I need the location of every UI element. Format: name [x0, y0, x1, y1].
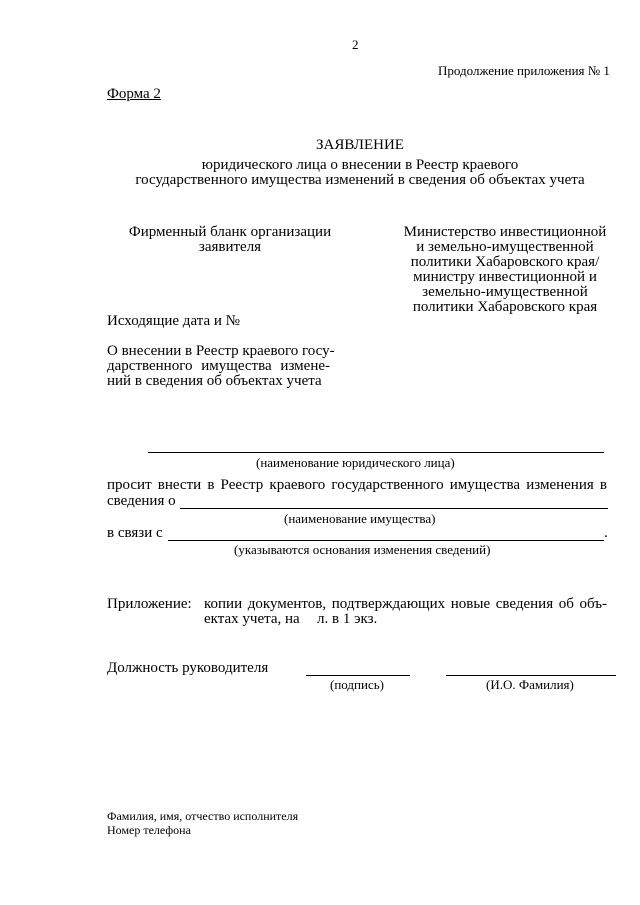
- entity-name-caption: (наименование юридического лица): [256, 455, 455, 470]
- reason-line[interactable]: [168, 540, 604, 541]
- full-name-line[interactable]: [446, 675, 616, 676]
- addressee-line: политики Хабаровского края/: [410, 254, 600, 270]
- attachment-label: Приложение:: [107, 596, 192, 612]
- reason-caption: (указываются основания изменения сведений): [234, 542, 491, 557]
- outgoing-date-number: Исходящие дата и №: [107, 313, 240, 329]
- phone-number: Номер телефона: [107, 823, 191, 837]
- addressee-line: Министерство инвестиционной: [403, 224, 607, 240]
- signature-line[interactable]: [306, 675, 410, 676]
- letterhead-line: Фирменный бланк организации: [128, 224, 332, 240]
- position-label: Должность руководителя: [107, 660, 269, 676]
- subject-line: дарственного имущества измене-: [107, 358, 330, 374]
- property-name-caption: (наименование имущества): [284, 511, 436, 526]
- page-number: 2: [352, 37, 359, 52]
- signature-caption: (подпись): [330, 677, 384, 692]
- document-subtitle-line: юридического лица о внесении в Реестр краевого: [201, 157, 519, 173]
- property-name-line[interactable]: [180, 508, 608, 509]
- entity-name-line[interactable]: [148, 452, 604, 453]
- addressee-line: политики Хабаровского края: [412, 299, 598, 315]
- subject-line: О внесении в Реестр краевого госу-: [107, 343, 335, 359]
- subject-line: ний в сведения об объектах учета: [107, 373, 322, 389]
- attachment-line-copies: л. в 1 экз.: [317, 611, 378, 627]
- reason-prefix: в связи с: [107, 525, 163, 541]
- reason-end: .: [604, 525, 608, 541]
- executor-name: Фамилия, имя, отчество исполнителя: [107, 809, 299, 823]
- addressee-line: земельно-имущественной: [422, 284, 588, 300]
- attachment-line: копии документов, подтверждающих новые сведения об объ-: [204, 596, 607, 612]
- addressee-line: и земельно-имущественной: [416, 239, 594, 255]
- continuation-note: Продолжение приложения № 1: [438, 63, 610, 78]
- letterhead-line: заявителя: [198, 239, 262, 255]
- document-subtitle-line: государственного имущества изменений в сведения об объектах учета: [135, 172, 585, 188]
- request-line-prefix: сведения о: [107, 493, 176, 509]
- full-name-caption: (И.О. Фамилия): [486, 677, 574, 692]
- request-line: просит внести в Реестр краевого государственного имущества изменения в: [107, 477, 607, 493]
- addressee-line: министру инвестиционной и: [413, 269, 597, 285]
- document-title: ЗАЯВЛЕНИЕ: [316, 137, 404, 153]
- form-label: Форма 2: [107, 86, 161, 102]
- attachment-line-pages: ектах учета, на: [204, 611, 300, 627]
